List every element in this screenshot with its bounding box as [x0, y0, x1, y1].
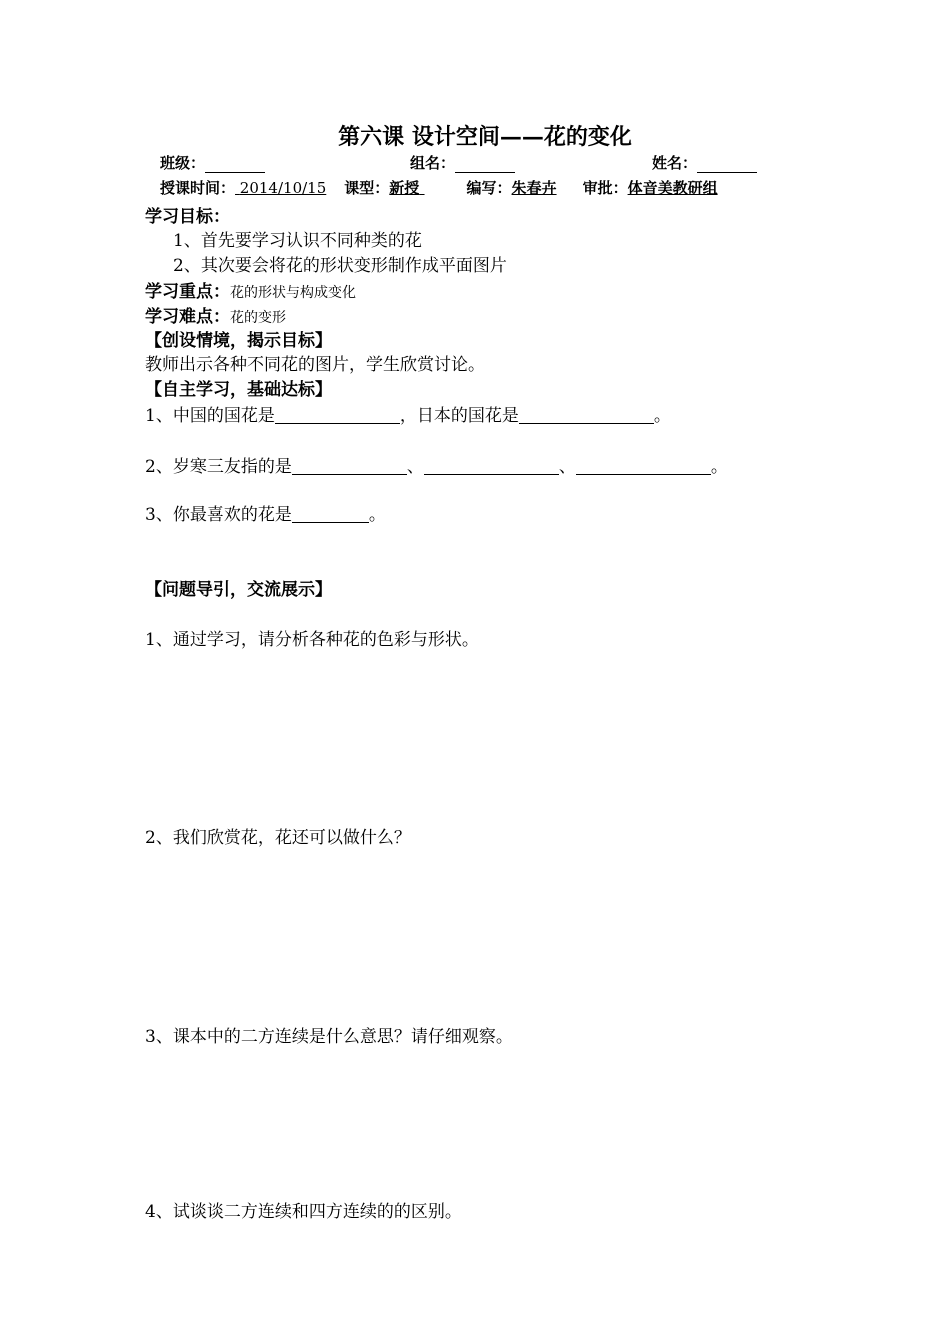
goals-heading: 学习目标： — [145, 207, 230, 227]
class-field — [160, 152, 265, 173]
section1-text: 教师出示各种不同花的图片，学生欣赏讨论。 — [145, 355, 485, 375]
difficulty-line — [145, 302, 286, 327]
fill-question-1: 1、中国的国花是 ，日本的国花是 。 — [145, 406, 671, 426]
focus-value: 花的形状与构成变化 — [230, 285, 356, 301]
class-label: 班级： — [160, 154, 206, 172]
discussion-question: 3、课本中的二方连续是什么意思？请仔细观察。 — [145, 1027, 513, 1047]
answer-blank[interactable] — [576, 456, 711, 475]
difficulty-value: 花的变形 — [230, 310, 286, 326]
difficulty-label: 学习难点： — [145, 307, 230, 327]
discussion-question: 4、试谈谈二方连续和四方连续的的区别。 — [145, 1202, 462, 1222]
answer-blank[interactable] — [519, 405, 654, 424]
meta-row — [160, 177, 718, 198]
time-label: 授课时间： — [160, 179, 236, 197]
group-label: 组名： — [410, 154, 456, 172]
type-label: 课型： — [344, 179, 390, 197]
answer-blank[interactable] — [292, 456, 407, 475]
answer-blank[interactable] — [424, 456, 559, 475]
group-blank[interactable] — [455, 156, 515, 173]
fill-question-3: 3、你最喜欢的花是 。 — [145, 505, 386, 525]
section2-heading: 【自主学习，基础达标】 — [145, 380, 332, 400]
name-blank[interactable] — [697, 156, 757, 173]
fill-question-2: 2、岁寒三友指的是 、 、 。 — [145, 457, 728, 477]
approver-label: 审批： — [582, 179, 628, 197]
author-label: 编写： — [466, 179, 512, 197]
author-value: 朱春卉 — [511, 179, 557, 197]
answer-blank[interactable] — [275, 405, 400, 424]
discussion-question: 1、通过学习，请分析各种花的色彩与形状。 — [145, 630, 479, 650]
time-value: 2014/10/15 — [239, 179, 327, 197]
type-value: 新授 — [389, 179, 420, 197]
name-label: 姓名： — [652, 154, 698, 172]
section1-heading: 【创设情境，揭示目标】 — [145, 331, 332, 351]
name-field — [652, 152, 757, 173]
goal-item: 1、首先要学习认识不同种类的花 — [173, 231, 422, 251]
answer-blank[interactable] — [292, 504, 369, 523]
focus-line — [145, 277, 356, 302]
page-title: 第六课 设计空间——花的变化 — [338, 124, 632, 150]
section3-heading: 【问题导引，交流展示】 — [145, 580, 332, 600]
approver-value: 体音美教研组 — [627, 179, 718, 197]
focus-label: 学习重点： — [145, 282, 230, 302]
class-blank[interactable] — [205, 156, 265, 173]
group-field — [410, 152, 515, 173]
goal-item: 2、其次要会将花的形状变形制作成平面图片 — [173, 256, 507, 276]
discussion-question: 2、我们欣赏花，花还可以做什么？ — [145, 828, 411, 848]
